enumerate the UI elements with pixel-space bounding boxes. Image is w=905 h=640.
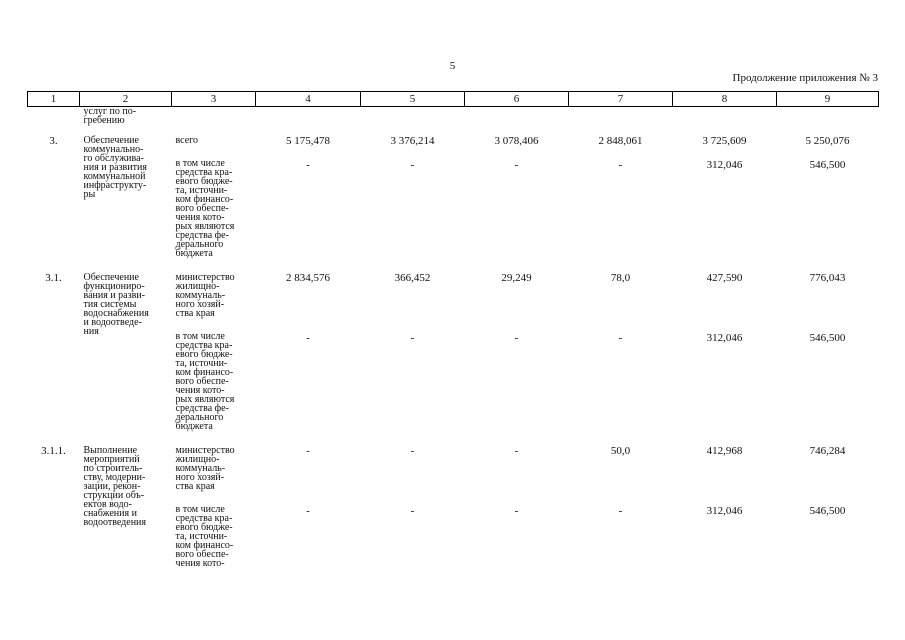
funding-source: в том числе средства кра- евого бюдже- та, источни- ком финансо- вого обеспе- чения кото- (175, 504, 234, 569)
value-cell: 2 848,061 (598, 135, 643, 147)
value-cell: - (306, 332, 310, 344)
column-header-9: 9 (777, 92, 879, 107)
column-header-4: 4 (256, 92, 361, 107)
value-cell: 546,500 (809, 159, 846, 171)
value-cell: 746,284 (809, 445, 846, 457)
value-cell: - (306, 445, 310, 457)
value-cell: - (514, 159, 519, 171)
funding-source: всего (175, 135, 199, 146)
value-cell: - (618, 159, 623, 171)
table-row (28, 443, 879, 495)
value-cell: - (306, 159, 310, 171)
value-cell: 366,452 (394, 272, 431, 284)
value-cell: - (514, 445, 519, 457)
value-cell: - (618, 332, 623, 344)
value-cell: - (410, 505, 415, 517)
table-row (28, 133, 879, 149)
page-number: 5 (449, 60, 456, 72)
value-cell: 312,046 (706, 505, 743, 517)
value-cell: 50,0 (610, 445, 631, 457)
column-header-3: 3 (172, 92, 256, 107)
appendix-continuation-label: Продолжение приложения № 3 (732, 72, 878, 84)
value-cell: 312,046 (706, 332, 743, 344)
table-header (28, 92, 879, 107)
row-code: 3.1. (45, 272, 62, 284)
table-body (28, 107, 879, 573)
budget-table (27, 91, 879, 572)
value-cell: - (514, 332, 519, 344)
value-cell: 29,249 (501, 272, 532, 284)
value-cell: 3 725,609 (702, 135, 747, 147)
value-cell: 2 834,576 (286, 272, 330, 284)
row-spacer (28, 435, 879, 443)
value-cell: 412,968 (706, 445, 743, 457)
row-code: 3. (49, 135, 58, 147)
value-cell: 5 175,478 (286, 135, 330, 147)
row-name: Обеспечение функциониро- вания и разви- тия системы водоснабжения и водоотведе- ния (83, 272, 149, 337)
value-cell: - (514, 505, 519, 517)
value-cell: 5 250,076 (805, 135, 850, 147)
row-spacer (28, 262, 879, 270)
funding-source: министерство жилищно- коммуналь- ного хозяй- ства края (175, 272, 235, 319)
continuation-text: услуг по по- гребению (83, 106, 137, 126)
value-cell: - (306, 505, 310, 517)
value-cell: 78,0 (610, 272, 631, 284)
value-cell: 312,046 (706, 159, 743, 171)
row-code: 3.1.1. (41, 445, 66, 457)
funding-source: министерство жилищно- коммуналь- ного хозяй- ства края (175, 445, 235, 492)
row-name: Выполнение мероприятий по строитель- ству, модерни- зации, рекон- струкции объ- ектов водо- снабжения и водоотведения (83, 445, 146, 528)
value-cell: 776,043 (809, 272, 846, 284)
column-header-8: 8 (673, 92, 777, 107)
column-header-5: 5 (361, 92, 465, 107)
row-spacer (28, 125, 879, 133)
table-row (28, 270, 879, 322)
continuation-row (28, 107, 879, 126)
column-header-6: 6 (465, 92, 569, 107)
column-header-2: 2 (80, 92, 172, 107)
value-cell: - (410, 159, 415, 171)
value-cell: 546,500 (809, 332, 846, 344)
funding-source: в том числе средства кра- евого бюдже- та, источни- ком финансо- вого обеспе- чения кото- рых являются средства фе- дерального бюджета (175, 158, 235, 259)
column-header-7: 7 (569, 92, 673, 107)
column-header-1: 1 (28, 92, 80, 107)
funding-source: в том числе средства кра- евого бюдже- та, источни- ком финансо- вого обеспе- чения кото- рых являются средства фе- дерального бюджета (175, 331, 235, 432)
value-cell: 3 376,214 (390, 135, 435, 147)
header-row (28, 92, 879, 107)
value-cell: - (410, 332, 415, 344)
value-cell: - (410, 445, 415, 457)
row-name: Обеспечение коммунально- го обслужива- ния и развития коммунальной инфраструкту- ры (83, 135, 147, 200)
value-cell: 3 078,406 (494, 135, 539, 147)
value-cell: - (618, 505, 623, 517)
value-cell: 546,500 (809, 505, 846, 517)
value-cell: 427,590 (706, 272, 743, 284)
